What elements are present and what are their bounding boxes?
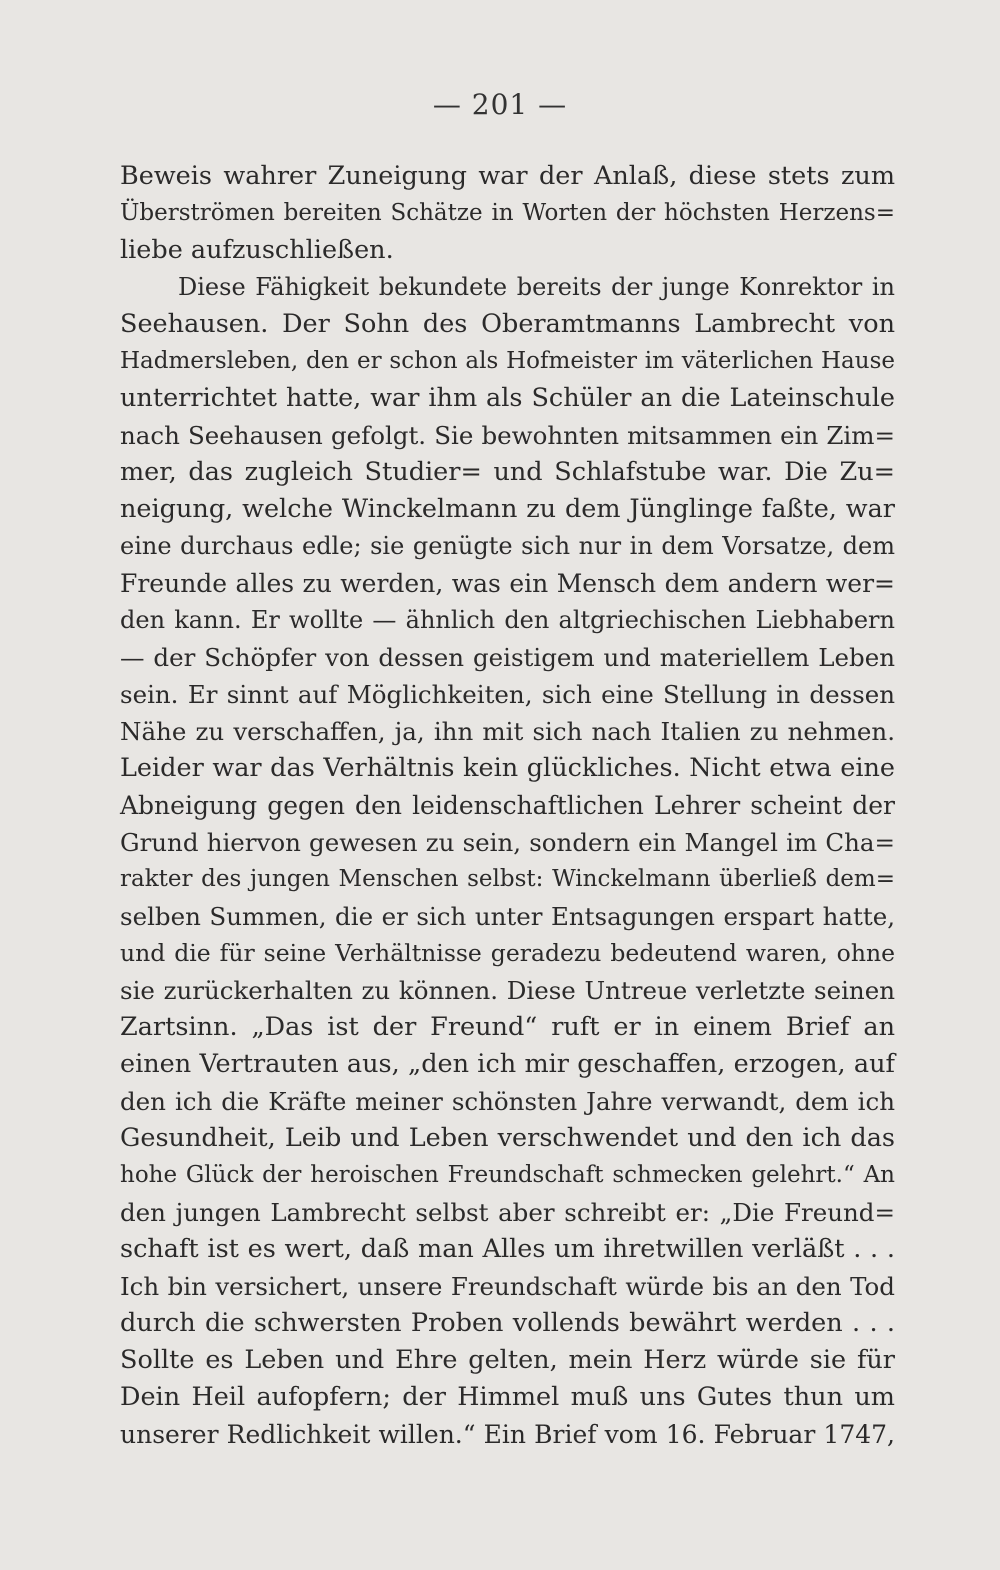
text-line: Nähe zu verschaffen, ja, ihn mit sich nach Italien zu nehmen. bbox=[120, 717, 895, 746]
text-line: Hadmersleben, den er schon als Hofmeister im väterlichen Hause bbox=[120, 348, 895, 374]
text-line: Grund hiervon gewesen zu sein, sondern ein Mangel im Cha= bbox=[120, 828, 895, 857]
text-line: den ich die Kräfte meiner schönsten Jahre verwandt, dem ich bbox=[120, 1087, 895, 1116]
text-line: Dein Heil aufopfern; der Himmel muß uns Gutes thun um bbox=[120, 1382, 895, 1412]
text-line: Überströmen bereiten Schätze in Worten der höchsten Herzens= bbox=[120, 200, 895, 226]
text-line: nach Seehausen gefolgt. Sie bewohnten mitsammen ein Zim= bbox=[120, 421, 895, 450]
text-line: Leider war das Verhältnis kein glückliches. Nicht etwa eine bbox=[120, 753, 895, 783]
text-line: sein. Er sinnt auf Möglichkeiten, sich eine Stellung in dessen bbox=[120, 680, 895, 709]
text-line: einen Vertrauten aus, „den ich mir geschaffen, erzogen, auf bbox=[120, 1049, 895, 1079]
text-line: Ich bin versichert, unsere Freundschaft würde bis an den Tod bbox=[120, 1272, 895, 1301]
text-line: Zartsinn. „Das ist der Freund“ ruft er in einem Brief an bbox=[120, 1012, 895, 1042]
text-line: rakter des jungen Menschen selbst: Winckelmann überließ dem= bbox=[120, 866, 895, 892]
text-line: selben Summen, die er sich unter Entsagungen erspart hatte, bbox=[120, 902, 895, 931]
text-line: unterrichtet hatte, war ihm als Schüler an die Lateinschule bbox=[120, 383, 895, 413]
page-number: — 201 — bbox=[432, 88, 568, 121]
text-line: und die für seine Verhältnisse geradezu bedeutend waren, ohne bbox=[120, 939, 895, 967]
text-line: den jungen Lambrecht selbst aber schreibt er: „Die Freund= bbox=[120, 1198, 895, 1227]
text-line: den kann. Er wollte — ähnlich den altgriechischen Liebhabern bbox=[120, 606, 895, 634]
text-line: hohe Glück der heroischen Freundschaft schmecken gelehrt.“ An bbox=[120, 1162, 895, 1188]
text-line: eine durchaus edle; sie genügte sich nur in dem Vorsatze, dem bbox=[120, 532, 895, 560]
text-line: sie zurückerhalten zu können. Diese Untreue verletzte seinen bbox=[120, 976, 895, 1005]
text-line: Sollte es Leben und Ehre gelten, mein Herz würde sie für bbox=[120, 1345, 895, 1375]
text-line: Diese Fähigkeit bekundete bereits der junge Konrektor in bbox=[178, 273, 895, 301]
text-line: neigung, welche Winckelmann zu dem Jünglinge faßte, war bbox=[120, 494, 895, 524]
text-line: — der Schöpfer von dessen geistigem und materiellem Leben bbox=[120, 643, 895, 672]
text-line: durch die schwersten Proben vollends bewährt werden . . . bbox=[120, 1308, 895, 1338]
text-line: schaft ist es wert, daß man Alles um ihretwillen verläßt . . . bbox=[120, 1234, 895, 1264]
text-line: unserer Redlichkeit willen.“ Ein Brief vom 16. Februar 1747, bbox=[120, 1420, 895, 1449]
text-line: Gesundheit, Leib und Leben verschwendet und den ich das bbox=[120, 1123, 895, 1153]
text-line: liebe aufzuschließen. bbox=[120, 235, 394, 265]
text-line: Freunde alles zu werden, was ein Mensch dem andern wer= bbox=[120, 569, 895, 598]
text-line: Beweis wahrer Zuneigung war der Anlaß, diese stets zum bbox=[120, 161, 895, 191]
text-line: mer, das zugleich Studier= und Schlafstube war. Die Zu= bbox=[120, 457, 895, 487]
body-text bbox=[120, 158, 895, 1453]
text-line: Seehausen. Der Sohn des Oberamtmanns Lambrecht von bbox=[120, 309, 895, 339]
text-line: Abneigung gegen den leidenschaftlichen Lehrer scheint der bbox=[120, 791, 895, 820]
